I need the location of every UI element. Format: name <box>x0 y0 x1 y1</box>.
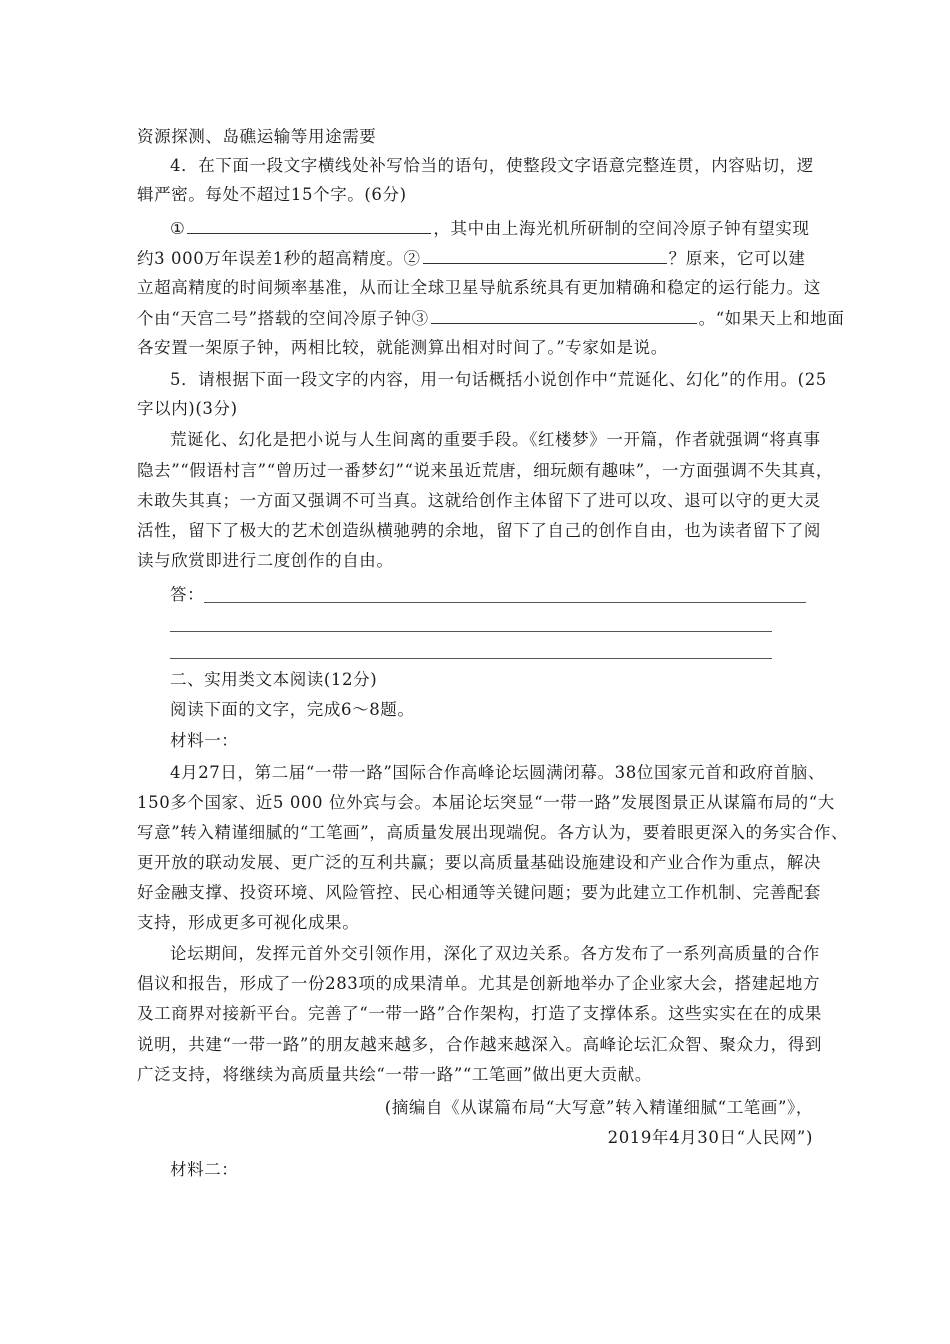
fill-blank-line-2 <box>137 248 817 269</box>
text-line: 字以内)(3分) <box>137 399 238 418</box>
text-line: 各安置一架原子钟，两相比较，就能测算出相对时间了。”专家如是说。 <box>137 338 668 357</box>
passage-line: 好金融支撑、投资环境、风险管控、民心相通等关键问题；要为此建立工作机制、完善配套 <box>137 883 821 902</box>
text-line: 辑严密。每处不超过15个字。(6分) <box>137 185 407 204</box>
passage-line: 写意”转入精谨细腻的“工笔画”，高质量发展出现端倪。各方认为，要着眼更深入的务实合作、 <box>137 823 849 842</box>
passage-line: 荒诞化、幻化是把小说与人生间离的重要手段。《红楼梦》一开篇，作者就强调“将真事 <box>170 430 821 449</box>
blank-marker-1: ① <box>170 219 186 238</box>
passage-line: 及工商界对接新平台。完善了“一带一路”合作架构，打造了支撑体系。这些实实在在的成果 <box>137 1004 822 1023</box>
passage-line: 支持，形成更多可视化成果。 <box>137 913 360 932</box>
instruction-line: 阅读下面的文字，完成6～8题。 <box>170 700 415 719</box>
answer-label: 答： <box>170 585 205 604</box>
answer-line-3[interactable] <box>170 658 772 659</box>
text-segment: 。“如果天上和地面 <box>698 309 845 328</box>
section-heading: 二、实用类文本阅读(12分) <box>170 670 378 689</box>
text-segment: 约3 000万年误差1秒的超高精度。② <box>137 249 421 268</box>
passage-line: 读与欣赏即进行二度创作的自由。 <box>137 551 394 570</box>
passage-line: 说明，共建“一带一路”的朋友越来越多，合作越来越深入。高峰论坛汇众智、聚众力，得到 <box>137 1035 822 1054</box>
passage-line: 4月27日，第二届“一带一路”国际合作高峰论坛圆满闭幕。38位国家元首和政府首脑、 <box>170 763 825 782</box>
passage-line: 更开放的联动发展、更广泛的互利共赢；要以高质量基础设施建设和产业合作为重点，解决 <box>137 853 821 872</box>
source-citation: (摘编自《从谋篇布局“大写意”转入精谨细腻“工笔画”》， <box>384 1098 813 1117</box>
material-label-2: 材料二： <box>170 1160 239 1179</box>
answer-line-2[interactable] <box>170 631 772 632</box>
text-line: 立超高精度的时间频率基准，从而让全球卫星导航系统具有更加精确和稳定的运行能力。这 <box>137 278 821 297</box>
source-date: 2019年4月30日“人民网”) <box>607 1128 813 1147</box>
passage-line: 活性，留下了极大的艺术创造纵横驰骋的余地，留下了自己的创作自由，也为读者留下了阅 <box>137 521 821 540</box>
fill-blank-line-3 <box>137 308 845 329</box>
passage-line: 未敢失其真；一方面又强调不可当真。这就给创作主体留下了进可以攻、退可以守的更大灵 <box>137 491 821 510</box>
passage-line: 论坛期间，发挥元首外交引领作用，深化了双边关系。各方发布了一系列高质量的合作 <box>170 944 820 963</box>
fill-blank-3[interactable] <box>431 308 697 324</box>
passage-line: 隐去”“假语村言”“曾历过一番梦幻”“说来虽近荒唐，细玩颇有趣味”，一方面强调不失其真， <box>137 461 833 480</box>
text-segment: ？原来，它可以建 <box>668 249 806 268</box>
text-segment: 个由“天宫二号”搭载的空间冷原子钟③ <box>137 309 429 328</box>
question-5-line: 5．请根据下面一段文字的内容，用一句话概括小说创作中“荒诞化、幻化”的作用。(25 <box>170 370 827 389</box>
question-4-line: 4．在下面一段文字横线处补写恰当的语句，使整段文字语意完整连贯，内容贴切，逻 <box>170 156 814 175</box>
passage-line: 150多个国家、近5 000 位外宾与会。本届论坛突显“一带一路”发展图景正从谋篇布局的“大 <box>137 793 835 812</box>
text-line: 资源探测、岛礁运输等用途需要 <box>137 127 377 146</box>
material-label-1: 材料一： <box>170 731 239 750</box>
passage-line: 广泛支持，将继续为高质量共绘“一带一路”“工笔画”做出更大贡献。 <box>137 1065 652 1084</box>
fill-blank-2[interactable] <box>423 248 667 264</box>
fill-blank-1[interactable] <box>187 218 431 234</box>
passage-line: 倡议和报告，形成了一份283项的成果清单。尤其是创新地举办了企业家大会，搭建起地方 <box>137 974 821 993</box>
answer-line-1[interactable] <box>204 602 806 603</box>
text-segment: ，其中由上海光机所研制的空间冷原子钟有望实现 <box>433 219 810 238</box>
fill-blank-line-1 <box>170 218 850 239</box>
